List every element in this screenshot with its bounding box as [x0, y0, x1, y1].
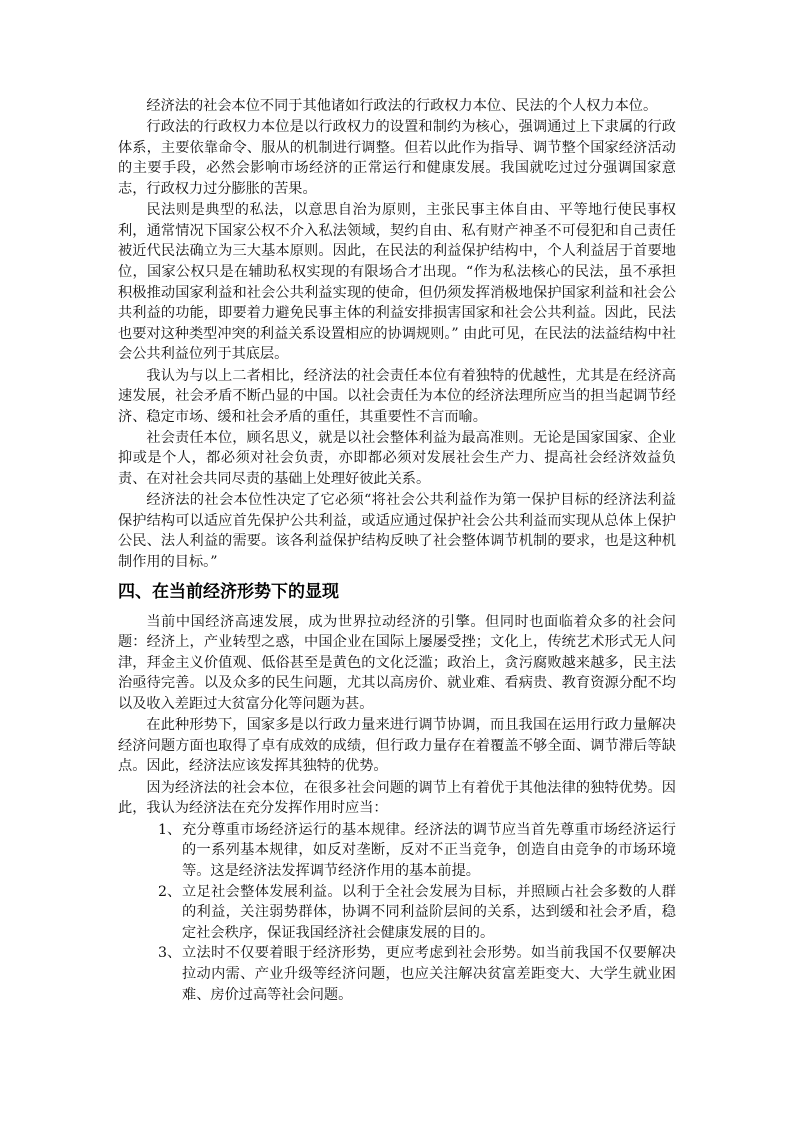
paragraph: 经济法的社会本位不同于其他诸如行政法的行政权力本位、民法的个人权力本位。: [146, 98, 658, 114]
paragraph: 社会责任本位，顾名思义，就是以社会整体利益为最高准则。无论是国家国家、企业抑或是个人，都必须对社会负责，亦即都必须对发展社会生产力、提高社会经济效益负责、在对社会共同尽责的基础上处理好彼此关系。: [118, 429, 676, 488]
paragraph: 在此种形势下，国家多是以行政力量来进行调节协调，而且我国在运用行政力量解决经济问题方面也取得了卓有成效的成绩，但行政力量存在着覆盖不够全面、调节滞后等缺点。因此，经济法应该发挥其独特的优势。: [118, 717, 676, 775]
paragraph: 民法则是典型的私法，以意思自治为原则，主张民事主体自由、平等地行使民事权利，通常情况下国家公权不介入私法领域，契约自由、私有财产神圣不可侵犯和自己责任被近代民法确立为三大基本原则。因此，在民法的利益保护结构中，个人利益居于首要地位，国家公权只是在辅助私权实现的有限场合才出现。“作为私法核心的民法，虽不承担积极推动国家利益和社会公共利益实现的使命，但仍须发挥消极地保护国家利益和社会公共利益的功能，即要着力避免民事主体的利益安排损害国家和社会公共利益。因此，民法也要对这种类型冲突的利益关系设置相应的协调规则。” 由此可见，在民法的法益结构中社会公共利益位列于其底层。: [118, 202, 676, 363]
numbered-list: [118, 820, 676, 1005]
document-page: [118, 96, 676, 1005]
list-item: [118, 820, 676, 882]
section-heading: 四、在当前经济形势下的显现: [118, 581, 339, 602]
list-number: 3、: [158, 945, 182, 962]
list-item: [118, 943, 676, 1005]
list-text: 充分尊重市场经济运行的基本规律。经济法的调节应当首先尊重市场经济运行的一系列基本规律，如反对垄断，反对不正当竞争，创造自由竞争的市场环境等。这是经济法发挥调节经济作用的基本前提。: [182, 821, 676, 879]
paragraph: 我认为与以上二者相比，经济法的社会责任本位有着独特的优越性，尤其是在经济高速发展，社会矛盾不断凸显的中国。以社会责任为本位的经济法理所应当的担当起调节经济、稳定市场、缓和社会矛盾的重任，其重要性不言而喻。: [118, 367, 676, 425]
list-text: 立足社会整体发展利益。以利于全社会发展为目标，并照顾占社会多数的人群的利益，关注弱势群体，协调不同利益阶层间的关系，达到缓和社会矛盾，稳定社会秩序，保证我国经济社会健康发展的目的。: [182, 883, 676, 941]
list-item: [118, 882, 676, 944]
paragraph: 因为经济法的社会本位，在很多社会问题的调节上有着优于其他法律的独特优势。因此，我认为经济法在充分发挥作用时应当：: [118, 779, 676, 817]
paragraph: 当前中国经济高速发展，成为世界拉动经济的引擎。但同时也面临着众多的社会问题：经济上，产业转型之惑，中国企业在国际上屡屡受挫；文化上，传统艺术形式无人问津，拜金主义价值观、低俗甚至是黄色的文化泛滥；政治上，贪污腐败越来越多，民主法治亟待完善。以及众多的民生问题，尤其以高房价、就业难、看病贵、教育资源分配不均以及收入差距过大贫富分化等问题为甚。: [118, 613, 676, 712]
list-number: 1、: [158, 821, 182, 838]
paragraph: 行政法的行政权力本位是以行政权力的设置和制约为核心，强调通过上下隶属的行政体系，主要依靠命令、服从的机制进行调整。但若以此作为指导、调节整个国家经济活动的主要手段，必然会影响市场经济的正常运行和健康发展。我国就吃过过分强调国家意志，行政权力过分膨胀的苦果。: [118, 119, 676, 197]
list-text: 立法时不仅要着眼于经济形势，更应考虑到社会形势。如当前我国不仅要解决拉动内需、产业升级等经济问题，也应关注解决贫富差距变大、大学生就业困难、房价过高等社会问题。: [182, 945, 676, 1003]
paragraph: 经济法的社会本位性决定了它必须“将社会公共利益作为第一保护目标的经济法利益保护结构可以适应首先保护公共利益，或适应通过保护社会公共利益而实现从总体上保护公民、法人利益的需要。该各利益保护结构反映了社会整体调节机制的要求，也是这种机制作用的目标。”: [118, 492, 676, 571]
list-number: 2、: [158, 883, 182, 900]
